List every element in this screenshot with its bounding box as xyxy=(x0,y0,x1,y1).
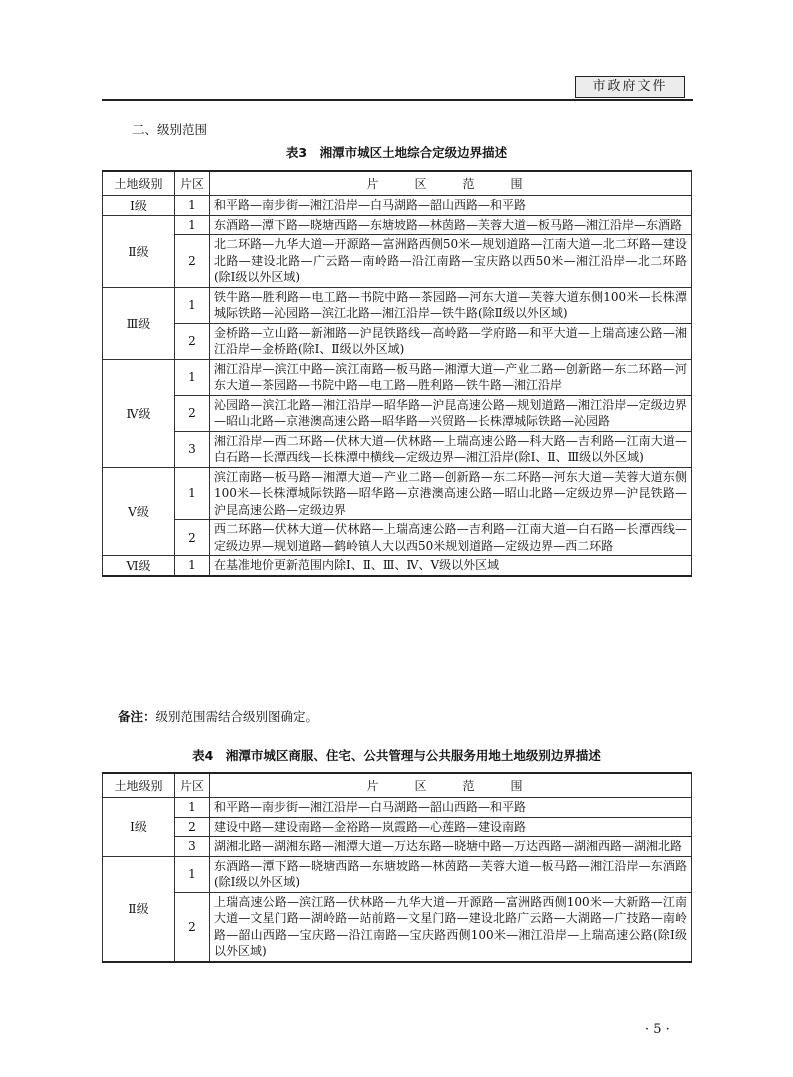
level-cell: Ⅱ级 xyxy=(103,856,175,962)
column-header-zone: 片区 xyxy=(175,171,210,196)
range-cell: 湖湘北路—湖湘东路—湘潭大道—万达东路—晓塘中路—万达西路—湖湘西路—湖湘北路 xyxy=(210,837,692,857)
level-cell: Ⅳ级 xyxy=(103,359,175,467)
zone-cell: 1 xyxy=(175,798,210,818)
zone-cell: 1 xyxy=(175,359,210,395)
zone-cell: 1 xyxy=(175,556,210,576)
level-cell: Ⅵ级 xyxy=(103,556,175,576)
range-cell: 西二环路—伏林大道—伏林路—上瑞高速公路—吉利路—江南大道—白石路—长潭西线—定级边界—规划道路—鹤岭镇人大以西50米规划道路—定级边界—西二环路 xyxy=(210,520,692,556)
column-header-range: 片 区 范 围 xyxy=(210,773,692,798)
table-row xyxy=(103,215,692,235)
range-cell: 沁园路—滨江北路—湘江沿岸—昭华路—沪昆高速公路—规划道路—湘江沿岸—定级边界—昭山北路—京港澳高速公路—昭华路—兴贸路—长株潭城际铁路—沁园路 xyxy=(210,395,692,431)
zone-cell: 2 xyxy=(175,323,210,359)
zone-cell: 1 xyxy=(175,287,210,323)
table-row xyxy=(103,856,692,892)
table-row xyxy=(103,817,692,837)
table-row xyxy=(103,359,692,395)
zone-cell: 2 xyxy=(175,395,210,431)
level-cell: Ⅱ级 xyxy=(103,215,175,287)
table-row xyxy=(103,892,692,962)
zone-cell: 2 xyxy=(175,892,210,962)
level-cell: Ⅴ级 xyxy=(103,467,175,556)
note-text: 级别范围需结合级别图确定。 xyxy=(155,709,319,724)
table-row xyxy=(103,556,692,576)
range-cell: 建设中路—建设南路—金裕路—岚霞路—心莲路—建设南路 xyxy=(210,817,692,837)
zone-cell: 2 xyxy=(175,817,210,837)
table-row xyxy=(103,287,692,323)
zone-cell: 3 xyxy=(175,431,210,467)
table-row xyxy=(103,395,692,431)
table-header-row xyxy=(103,171,692,196)
table-row xyxy=(103,837,692,857)
zone-cell: 1 xyxy=(175,467,210,520)
column-header-range: 片 区 范 围 xyxy=(210,171,692,196)
zone-cell: 2 xyxy=(175,235,210,288)
zone-cell: 1 xyxy=(175,196,210,216)
zone-cell: 1 xyxy=(175,856,210,892)
range-cell: 湘江沿岸—西二环路—伏林大道—伏林路—上瑞高速公路—科大路—吉利路—江南大道—白石路—长潭西线—长株潭中横线—定级边界—湘江沿岸(除Ⅰ、Ⅱ、Ⅲ级以外区域) xyxy=(210,431,692,467)
range-cell: 北二环路—九华大道—开源路—富洲路西侧50米—规划道路—江南大道—北二环路—建设北路—建设北路—广云路—南岭路—沿江南路—宝庆路以西50米—湘江沿岸—北二环路(除Ⅰ级以外区域) xyxy=(210,235,692,288)
range-cell: 铁牛路—胜利路—电工路—书院中路—茶园路—河东大道—芙蓉大道东侧100米—长株潭城际铁路—沁园路—滨江北路—湘江沿岸—铁牛路(除Ⅱ级以外区域) xyxy=(210,287,692,323)
page-number: · 5 · xyxy=(645,1022,670,1037)
range-cell: 和平路—南步街—湘江沿岸—白马湖路—韶山西路—和平路 xyxy=(210,196,692,216)
column-header-level: 土地级别 xyxy=(103,171,175,196)
range-cell: 东酒路—潭下路—晓塘西路—东塘坡路—林茵路—芙蓉大道—板马路—湘江沿岸—东酒路(除Ⅰ级以外区域) xyxy=(210,856,692,892)
table-header-row xyxy=(103,773,692,798)
table3-caption: 表3 湘潭市城区土地综合定级边界描述 xyxy=(285,145,508,160)
zone-cell: 2 xyxy=(175,520,210,556)
table-row xyxy=(103,431,692,467)
column-header-level: 土地级别 xyxy=(103,773,175,798)
range-cell: 上瑞高速公路—滨江路—伏林路—九华大道—开源路—富洲路西侧100米—大新路—江南大道—文星门路—湖岭路—站前路—文星门路—建设北路广云路—大湖路—广技路—南岭路—韶山西路—宝庆路—沿江南路—宝庆路西侧100米—湘江沿岸—上瑞高速公路(除Ⅰ级以外区域) xyxy=(210,892,692,962)
range-cell: 滨江南路—板马路—湘潭大道—产业二路—创新路—东二环路—河东大道—芙蓉大道东侧100米—长株潭城际铁路—昭华路—京港澳高速公路—昭山北路—定级边界—沪昆铁路—沪昆高速公路—定级边界 xyxy=(210,467,692,520)
level-cell: Ⅲ级 xyxy=(103,287,175,359)
table-row xyxy=(103,467,692,520)
table4-caption: 表4 湘潭市城区商服、住宅、公共管理与公共服务用地土地级别边界描述 xyxy=(192,748,601,763)
table-row xyxy=(103,235,692,288)
note-label: 备注： xyxy=(118,709,156,724)
header-rule xyxy=(102,99,693,101)
level-cell: Ⅰ级 xyxy=(103,798,175,857)
table3-land-grade-boundaries xyxy=(102,170,692,577)
range-cell: 湘江沿岸—滨江中路—滨江南路—板马路—湘潭大道—产业二路—创新路—东二环路—河东大道—茶园路—书院中路—电工路—胜利路—铁牛路—湘江沿岸 xyxy=(210,359,692,395)
range-cell: 金桥路—立山路—新湘路—沪昆铁路线—高岭路—学府路—和平大道—上瑞高速公路—湘江沿岸—金桥路(除Ⅰ、Ⅱ级以外区域) xyxy=(210,323,692,359)
zone-cell: 3 xyxy=(175,837,210,857)
column-header-zone: 片区 xyxy=(175,773,210,798)
table4-land-grade-boundaries xyxy=(102,772,692,963)
section-heading: 二、级别范围 xyxy=(132,122,208,137)
document-category-tag: 市政府文件 xyxy=(575,76,685,98)
table-row xyxy=(103,798,692,818)
level-cell: Ⅰ级 xyxy=(103,196,175,216)
table3-note xyxy=(118,707,318,725)
table-row xyxy=(103,323,692,359)
zone-cell: 1 xyxy=(175,215,210,235)
table-row xyxy=(103,520,692,556)
range-cell: 在基准地价更新范围内除Ⅰ、Ⅱ、Ⅲ、Ⅳ、Ⅴ级以外区域 xyxy=(210,556,692,576)
range-cell: 东酒路—潭下路—晓塘西路—东塘坡路—林茵路—芙蓉大道—板马路—湘江沿岸—东酒路 xyxy=(210,215,692,235)
table-row xyxy=(103,196,692,216)
range-cell: 和平路—南步街—湘江沿岸—白马湖路—韶山西路—和平路 xyxy=(210,798,692,818)
